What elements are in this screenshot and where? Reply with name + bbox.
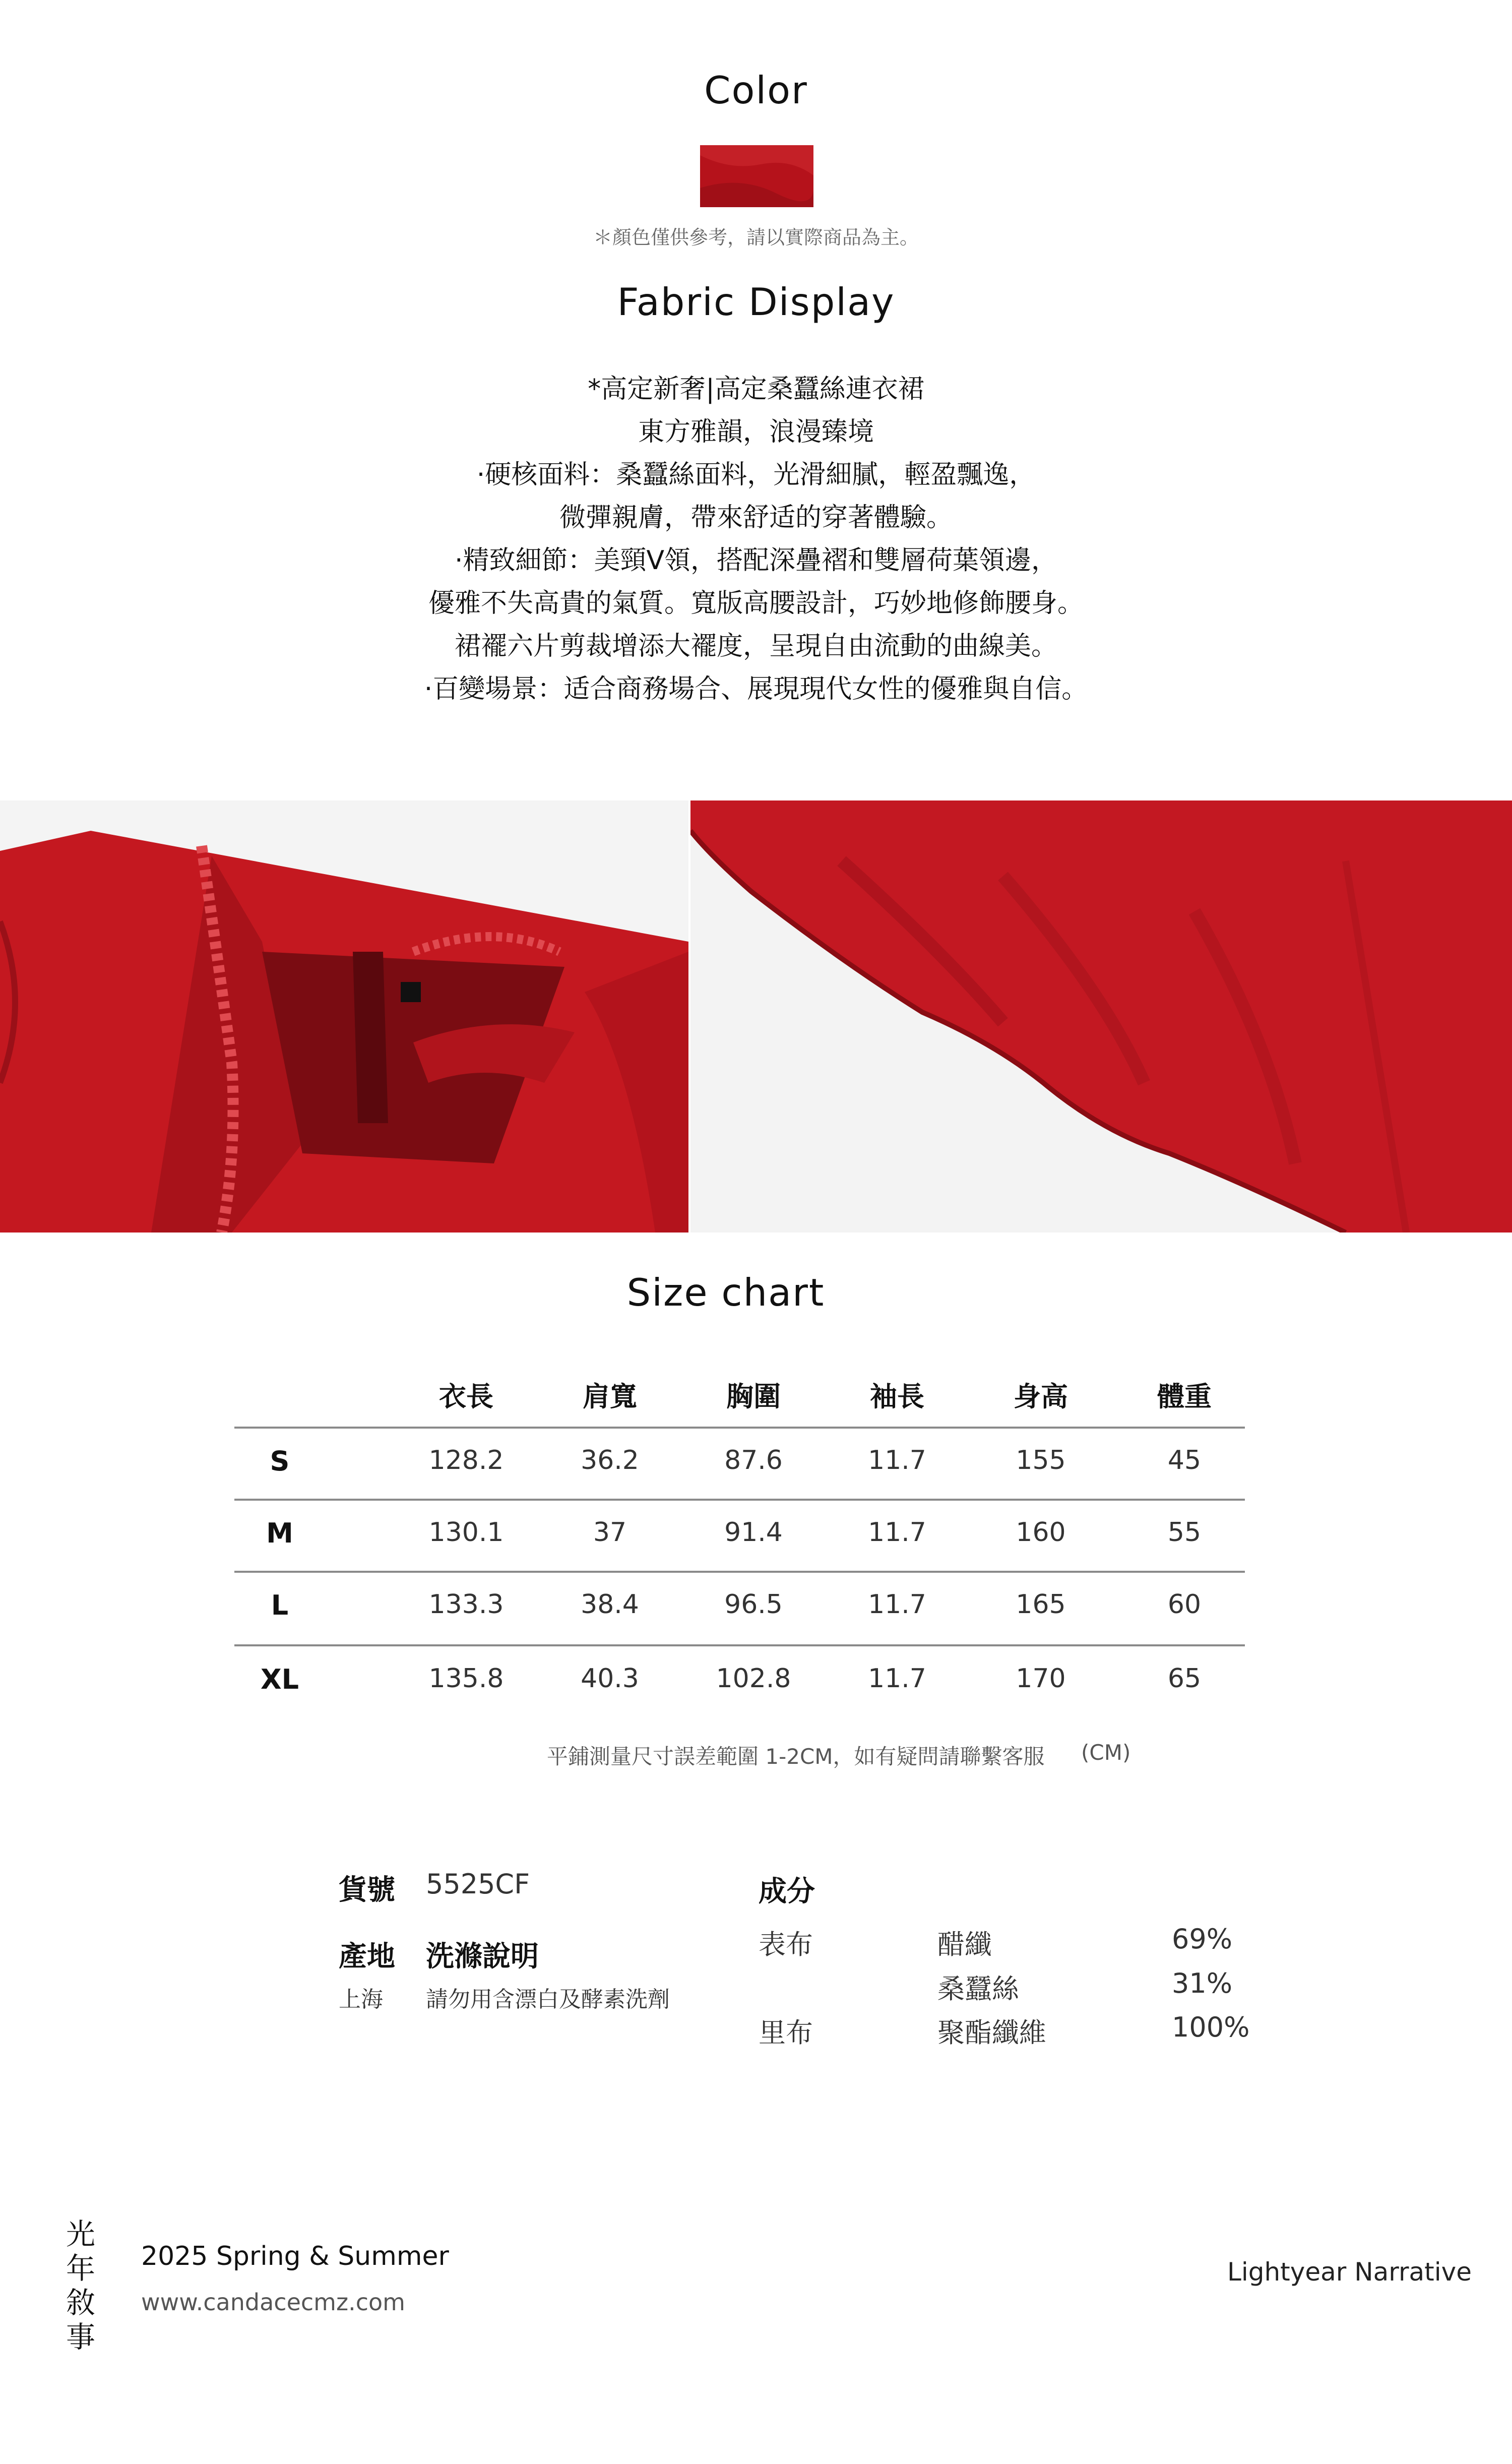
- skirt-hem-photo: [690, 800, 1512, 1233]
- table-cell: 96.5: [724, 1589, 783, 1620]
- color-swatch[interactable]: [700, 145, 813, 207]
- description-line: *高定新奢|高定桑蠶絲連衣裙: [588, 374, 924, 404]
- table-cell: 38.4: [581, 1589, 639, 1620]
- table-cell: 40.3: [581, 1664, 639, 1694]
- column-header: 衣長: [439, 1381, 493, 1412]
- table-cell: 65: [1167, 1664, 1202, 1694]
- description-line: 微彈親膚，帶來舒适的穿著體驗。: [559, 503, 953, 533]
- wash-value: 請勿用含漂白及酵素洗劑: [426, 1987, 670, 2012]
- column-header: 胸圍: [726, 1381, 781, 1412]
- origin-label: 產地: [339, 1940, 395, 1973]
- size-label: S: [270, 1445, 290, 1477]
- material-percent: 100%: [1172, 2011, 1250, 2043]
- table-cell: 55: [1167, 1517, 1202, 1548]
- table-cell: 11.7: [868, 1589, 926, 1620]
- table-cell: 37: [593, 1517, 627, 1548]
- unit-label: (CM): [1081, 1740, 1131, 1765]
- season-label: 2025 Spring & Summer: [141, 2241, 449, 2271]
- material-name: 桑蠶絲: [937, 1973, 1019, 2005]
- brand-name: Lightyear Narrative: [1227, 2257, 1472, 2287]
- size-label: M: [266, 1517, 293, 1549]
- table-divider: [234, 1571, 1245, 1573]
- brand-char: 敘: [66, 2286, 95, 2320]
- table-divider: [234, 1644, 1245, 1646]
- lining-label: 里布: [759, 2017, 813, 2049]
- measurement-note: 平鋪測量尺寸誤差範圍 1-2CM，如有疑問請聯繫客服: [547, 1744, 1045, 1769]
- wash-label: 洗滌說明: [426, 1940, 539, 1973]
- composition-label: 成分: [759, 1875, 815, 1908]
- description-line: 東方雅韻，浪漫臻境: [638, 417, 874, 447]
- outer-fabric-label: 表布: [759, 1929, 813, 1960]
- table-cell: 87.6: [724, 1445, 783, 1475]
- table-cell: 133.3: [428, 1589, 504, 1620]
- description-line: 優雅不失高貴的氣質。寬版高腰設計，巧妙地修飾腰身。: [428, 588, 1084, 619]
- table-divider: [234, 1427, 1245, 1429]
- column-header: 身高: [1014, 1381, 1068, 1412]
- material-name: 醋纖: [937, 1929, 992, 1960]
- color-title: Color: [704, 68, 808, 112]
- color-note: ＊顏色僅供參考，請以實際商品為主。: [593, 226, 919, 249]
- description-line: 裙襬六片剪裁增添大襬度，呈現自由流動的曲線美。: [454, 631, 1057, 661]
- material-percent: 31%: [1172, 1967, 1233, 1999]
- table-cell: 45: [1167, 1445, 1202, 1475]
- column-header: 袖長: [870, 1381, 924, 1412]
- table-cell: 160: [1016, 1517, 1066, 1548]
- brand-char: 年: [66, 2251, 95, 2286]
- table-cell: 102.8: [716, 1664, 791, 1694]
- table-cell: 170: [1016, 1664, 1066, 1694]
- table-cell: 60: [1167, 1589, 1202, 1620]
- table-cell: 11.7: [868, 1664, 926, 1694]
- table-cell: 130.1: [428, 1517, 504, 1548]
- size-label: XL: [260, 1664, 299, 1695]
- collar-detail-photo: [0, 800, 688, 1233]
- description-line: ·精致細節：美頸V領，搭配深疊褶和雙層荷葉領邊，: [454, 545, 1058, 576]
- table-cell: 155: [1016, 1445, 1066, 1475]
- description-line: ·硬核面料：桑蠶絲面料，光滑細膩，輕盈飄逸，: [476, 460, 1036, 490]
- material-name: 聚酯纖維: [937, 2017, 1046, 2049]
- table-cell: 135.8: [428, 1664, 504, 1694]
- sku-label: 貨號: [339, 1874, 395, 1906]
- description-line: ·百變場景：适合商務場合、展現現代女性的優雅與自信。: [424, 674, 1088, 704]
- size-chart-title: Size chart: [626, 1270, 825, 1315]
- table-cell: 165: [1016, 1589, 1066, 1620]
- table-cell: 36.2: [581, 1445, 639, 1475]
- column-header: 體重: [1157, 1381, 1212, 1412]
- size-label: L: [271, 1589, 289, 1621]
- brand-char: 事: [66, 2320, 95, 2354]
- sku-value: 5525CF: [426, 1868, 530, 1900]
- fabric-title: Fabric Display: [617, 280, 895, 324]
- website-link[interactable]: www.candacecmz.com: [141, 2289, 405, 2316]
- table-cell: 91.4: [724, 1517, 783, 1548]
- table-cell: 11.7: [868, 1445, 926, 1475]
- origin-value: 上海: [339, 1987, 383, 2012]
- fabric-description: [0, 368, 1512, 711]
- table-divider: [234, 1499, 1245, 1501]
- brand-vertical-logo: [63, 2217, 98, 2354]
- brand-char: 光: [66, 2217, 95, 2251]
- material-percent: 69%: [1172, 1923, 1233, 1955]
- table-cell: 128.2: [428, 1445, 504, 1475]
- table-cell: 11.7: [868, 1517, 926, 1548]
- column-header: 肩寬: [583, 1381, 637, 1412]
